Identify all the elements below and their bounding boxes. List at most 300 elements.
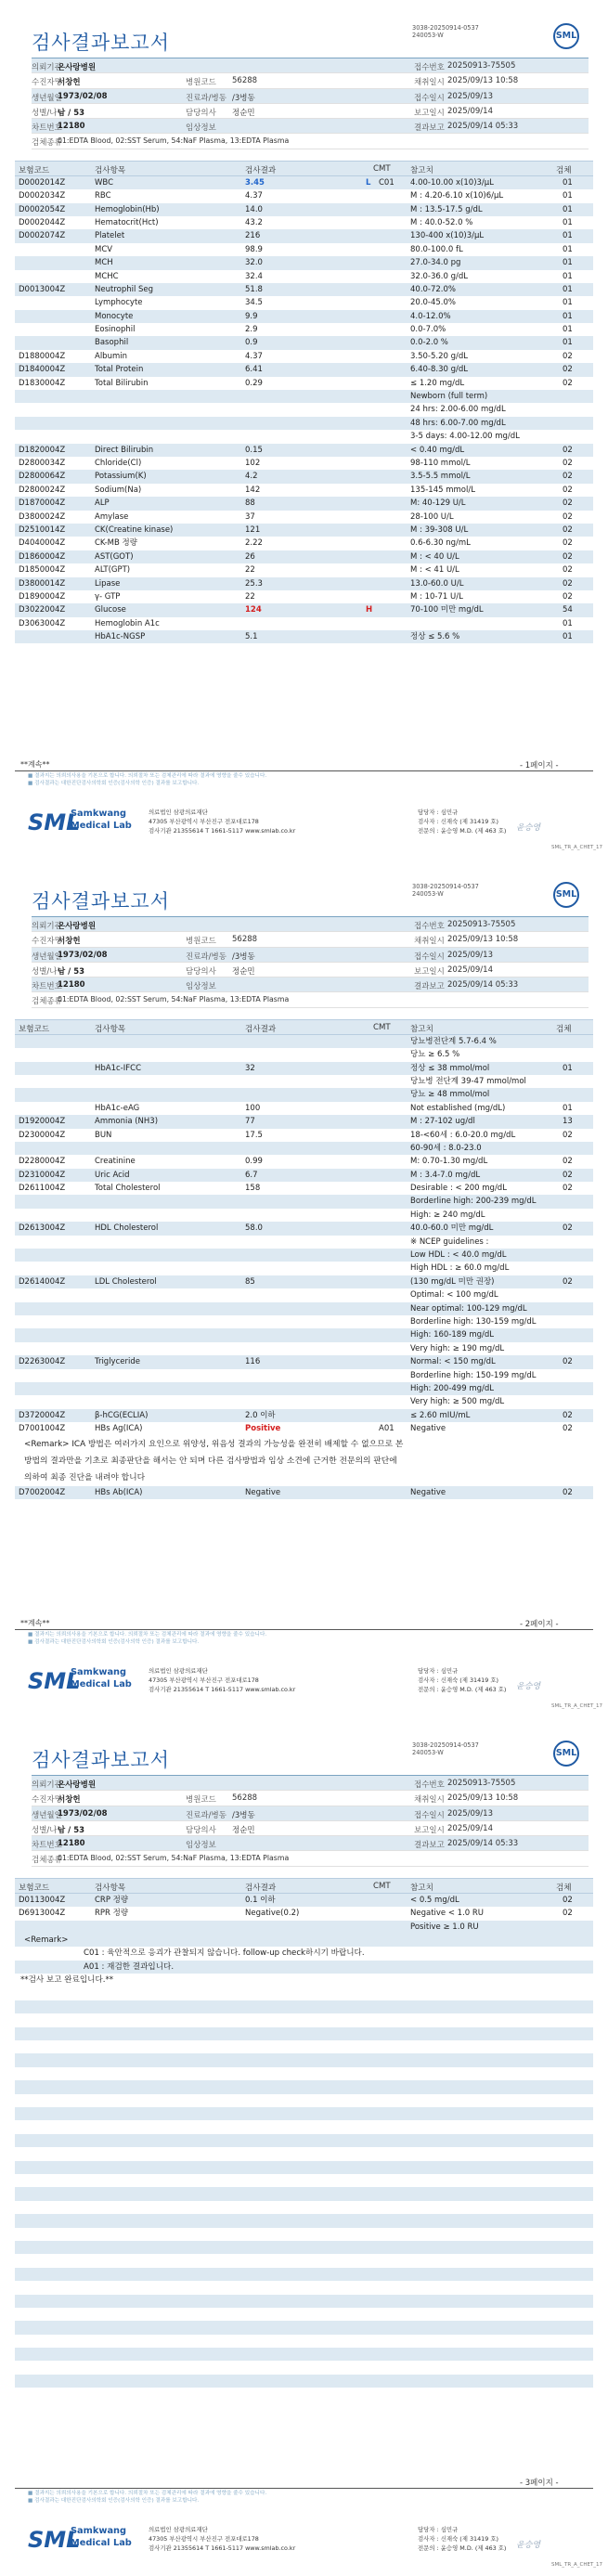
empty-row <box>15 2281 593 2294</box>
empty-row <box>15 2308 593 2321</box>
reference-range: 4.0-12.0% <box>410 311 451 321</box>
form-code: SML_TR_A_CHET_17 <box>551 1703 603 1709</box>
sex-age-value: 남 / 53 <box>58 966 85 977</box>
test-result: 0.99 <box>245 1157 263 1167</box>
reference-range: Not established (mg/dL) <box>410 1103 506 1113</box>
address-2: 47305 부산광역시 부산진구 전포대로178 <box>149 2535 259 2543</box>
remark-ica-text: <Remark> ICA 방법은 여러가지 요인으로 위양성, 위음성 결과의 가능성을 완전히 배제할 수 없으므로 본 방법의 결과만을 기초로 최종판단을 해서는 안 되며 다른 검사방법과 임상 소견에 근거한 전문의의 판단에 의하여 최종 진단을 내려야 합니다 <box>24 1439 404 1482</box>
col-reference: 참고치 <box>410 1883 433 1893</box>
empty-row <box>15 2375 593 2388</box>
insurance-code: D0013004Z <box>19 284 66 294</box>
form-code: SML_TR_A_CHET_17 <box>551 845 603 850</box>
receipt-no-label: 접수번호 <box>414 63 445 72</box>
test-item: Glucose <box>95 605 126 615</box>
test-result: 26 <box>245 551 255 562</box>
empty-row <box>15 2254 593 2267</box>
test-item: MCHC <box>95 271 119 281</box>
sml-logo-icon: SML <box>553 882 579 908</box>
test-result: 17.5 <box>245 1130 263 1140</box>
table-row <box>15 484 593 497</box>
birth-value: 1973/02/08 <box>58 950 108 960</box>
specimen-code: 02 <box>563 1130 573 1140</box>
table-row <box>15 563 593 576</box>
department-value: /3병동 <box>232 1810 255 1820</box>
table-row <box>15 363 593 376</box>
test-item: Triglyceride <box>95 1357 140 1367</box>
collection-date-label: 채취일시 <box>414 78 445 88</box>
footer-divider <box>15 1629 593 1630</box>
test-item: Neutrophil Seg <box>95 284 154 294</box>
insurance-code: D2611004Z <box>19 1184 66 1194</box>
empty-row <box>15 2013 593 2026</box>
sex-age-label: 성별/나이 <box>32 108 65 118</box>
remark-c01: C01 : 육안적으로 응괴가 관찰되지 않습니다. follow-up check하시기 바랍니다. <box>84 1948 365 1959</box>
test-item: Creatinine <box>95 1157 136 1167</box>
chart-no-value: 12180 <box>58 980 85 990</box>
test-result: 98.9 <box>245 244 263 254</box>
specimen-code: 02 <box>563 1157 573 1167</box>
test-item: HbA1c-NGSP <box>95 632 146 642</box>
empty-row <box>15 1987 593 2000</box>
table-row <box>15 577 593 590</box>
test-item: RPR 정량 <box>95 1909 129 1919</box>
specimen-code: 02 <box>563 1357 573 1367</box>
test-result: 124 <box>245 605 262 615</box>
reference-range: M : 4.20-6.10 x(10)6/μL <box>410 191 504 201</box>
insurance-code: D2613004Z <box>19 1223 66 1234</box>
result-flag: L <box>366 177 371 188</box>
specimen-code: 01 <box>563 177 573 188</box>
reference-range: 27.0-34.0 pg <box>410 258 461 268</box>
insurance-code: D1880004Z <box>19 351 66 361</box>
table-row <box>15 1035 593 1048</box>
specimen-value: 01:EDTA Blood, 02:SST Serum, 54:NaF Plasma, 13:EDTA Plasma <box>58 136 290 146</box>
test-result: 6.41 <box>245 365 263 375</box>
reference-range: 60-90세 : 8.0-23.0 <box>410 1143 482 1153</box>
insurance-code: D1830004Z <box>19 378 66 388</box>
clinical-info-label: 임상정보 <box>186 123 216 134</box>
insurance-code: D2310004Z <box>19 1170 66 1180</box>
clinical-info-label: 임상정보 <box>186 1841 216 1851</box>
insurance-code: D2614004Z <box>19 1276 66 1287</box>
test-result: Positive <box>245 1424 281 1434</box>
specimen-code: 02 <box>563 511 573 522</box>
report-date-value: 2025/09/14 <box>447 1823 493 1833</box>
test-result: 25.3 <box>245 578 263 589</box>
receipt-date-label: 접수일시 <box>414 951 445 962</box>
col-item: 검사항목 <box>95 1883 126 1893</box>
page-number: - 2페이지 - <box>520 1620 559 1629</box>
table-row <box>15 323 593 336</box>
address-1: 의료법인 삼광의료재단 <box>149 1667 208 1675</box>
table-row <box>15 1422 593 1435</box>
test-item: Lymphocyte <box>95 298 143 308</box>
table-row <box>15 511 593 524</box>
test-result: 2.0 이하 <box>245 1410 276 1420</box>
reference-range: M : 39-308 U/L <box>410 524 469 535</box>
col-reference: 참고치 <box>410 165 433 175</box>
reference-range: M : 3.4-7.0 mg/dL <box>410 1170 481 1180</box>
collection-date-label: 채취일시 <box>414 937 445 947</box>
reference-range: M : < 41 U/L <box>410 565 459 576</box>
test-result: Negative(0.2) <box>245 1909 300 1919</box>
reference-range: 24 hrs: 2.00-6.00 mg/dL <box>410 405 506 415</box>
reference-range: 0.0-7.0% <box>410 325 446 335</box>
test-result: 2.9 <box>245 325 258 335</box>
report-date-label: 보고일시 <box>414 1825 445 1835</box>
request-id-line-2: 240053-W <box>412 890 444 898</box>
test-result: 32 <box>245 1063 255 1073</box>
footer-disclaimer <box>28 2490 266 2505</box>
table-row <box>15 1182 593 1195</box>
test-item: Albumin <box>95 351 127 361</box>
patient-name-label: 수진자명 <box>32 78 62 88</box>
table-row <box>15 1275 593 1288</box>
test-result: 32.4 <box>245 271 263 281</box>
table-row <box>15 630 593 643</box>
empty-table-rows <box>0 1987 608 2401</box>
receipt-date-value: 2025/09/13 <box>447 950 493 960</box>
logo-name-2: Medical Lab <box>71 1679 132 1689</box>
doctor-value: 정순민 <box>232 1825 255 1835</box>
test-item: Hemoglobin A1c <box>95 618 160 628</box>
remark-a01-row <box>15 1961 593 1974</box>
institution-label: 의뢰기관 <box>32 922 62 931</box>
lab-address <box>149 2525 295 2553</box>
test-result: 0.1 이하 <box>245 1895 276 1905</box>
table-row <box>15 310 593 323</box>
table-row <box>15 1486 593 1499</box>
test-item: AST(GOT) <box>95 551 134 562</box>
reference-range: M : 13.5-17.5 g/dL <box>410 204 483 214</box>
test-item: HDL Cholesterol <box>95 1223 159 1234</box>
receipt-date-label: 접수일시 <box>414 93 445 103</box>
insurance-code: D0113004Z <box>19 1895 66 1905</box>
sex-age-value: 남 / 53 <box>58 1825 85 1835</box>
receipt-no-label: 접수번호 <box>414 922 445 931</box>
test-item: Total Cholesterol <box>95 1184 161 1194</box>
reference-range: 3.50-5.20 g/dL <box>410 351 469 361</box>
table-row <box>15 590 593 603</box>
test-result: 0.15 <box>245 445 263 455</box>
table-row <box>15 470 593 483</box>
specimen-code: 02 <box>563 1276 573 1287</box>
specimen-code: 02 <box>563 1487 573 1497</box>
samkwang-logo <box>28 808 135 835</box>
specimen-code: 02 <box>563 524 573 535</box>
empty-row <box>15 2321 593 2334</box>
test-result: 121 <box>245 524 261 535</box>
signatory-2: 검사자 : 신재숙 (제 31419 호) <box>418 818 499 825</box>
specimen-code: 01 <box>563 244 573 254</box>
col-cmt: CMT <box>373 163 391 174</box>
footer-divider <box>15 2488 593 2489</box>
col-code: 보험코드 <box>19 1024 50 1034</box>
table-row <box>15 417 593 430</box>
signatory-3: 전문의 : 윤승영 M.D. (제 463 호) <box>418 1686 507 1693</box>
test-result: 100 <box>245 1103 261 1113</box>
disclaimer-2: ■ 검사결과는 대한진단검사의학회 인증(검사의학 인증) 결과를 보고합니다. <box>28 2498 200 2504</box>
specimen-code: 01 <box>563 284 573 294</box>
specimen-code: 02 <box>563 538 573 549</box>
reference-range: Low HDL : < 40.0 mg/dL <box>410 1250 507 1261</box>
disclaimer-2: ■ 검사결과는 대한진단검사의학회 인증(검사의학 인증) 결과를 보고합니다. <box>28 1639 200 1645</box>
empty-row <box>15 2361 593 2374</box>
signatory-3: 전문의 : 윤승영 M.D. (제 463 호) <box>418 2544 507 2552</box>
doctor-label: 담당의사 <box>186 108 216 118</box>
birth-label: 생년월일 <box>32 1810 62 1820</box>
test-result: 2.22 <box>245 538 263 549</box>
doctor-signature: 윤승영 <box>516 2541 541 2550</box>
insurance-code: D2280004Z <box>19 1157 66 1167</box>
remark-c01-row <box>15 1947 593 1960</box>
department-label: 진료과/병동 <box>186 1810 226 1820</box>
address-3: 검사기관 21355614 T 1661-5117 www.smlab.co.kr <box>149 827 296 835</box>
table-row <box>15 1222 593 1235</box>
reference-range: Borderline high: 200-239 mg/dL <box>410 1197 537 1207</box>
specimen-code: 01 <box>563 632 573 642</box>
result-report-value: 2025/09/14 05:33 <box>447 980 519 990</box>
table-row <box>15 1155 593 1168</box>
test-result: 0.29 <box>245 378 263 388</box>
remark-a01: A01 : 재검한 결과입니다. <box>84 1961 175 1972</box>
page-header <box>0 0 608 56</box>
insurance-code: D0002044Z <box>19 217 66 227</box>
test-result: 5.1 <box>245 632 258 642</box>
patient-info-table <box>32 1775 589 1867</box>
test-result: 6.7 <box>245 1170 258 1180</box>
receipt-date-label: 접수일시 <box>414 1810 445 1820</box>
specimen-code: 02 <box>563 1424 573 1434</box>
test-result: 102 <box>245 458 261 468</box>
disclaimer-1: ■ 결과지는 의뢰의사용을 기본으로 합니다. 의뢰절차 또는 검체관리에 따라 결과에 영향을 줄수 있습니다. <box>28 2491 267 2496</box>
table-row <box>15 296 593 309</box>
specimen-code: 02 <box>563 498 573 509</box>
table-row <box>15 1129 593 1142</box>
department-value: /3병동 <box>232 93 255 103</box>
logo-name-1: Samkwang <box>71 1667 127 1677</box>
reference-range: 정상 ≤ 5.6 % <box>410 632 460 642</box>
report-date-value: 2025/09/14 <box>447 106 493 116</box>
reference-range: 98-110 mmol/L <box>410 458 471 468</box>
test-item: RBC <box>95 191 111 201</box>
sex-age-label: 성별/나이 <box>32 966 65 977</box>
col-specimen: 검체 <box>556 1883 572 1893</box>
insurance-code: D1840004Z <box>19 365 66 375</box>
empty-row <box>15 2080 593 2093</box>
reference-range: 80.0-100.0 fL <box>410 244 463 254</box>
test-item: Uric Acid <box>95 1170 130 1180</box>
results-table-body <box>0 1035 608 1436</box>
test-item: Potassium(K) <box>95 472 147 482</box>
insurance-code: D0002054Z <box>19 204 66 214</box>
chart-no-label: 차트번호 <box>32 123 62 134</box>
request-id <box>412 1741 479 1756</box>
col-reference: 참고치 <box>410 1024 433 1034</box>
specimen-label: 검체종류 <box>32 1856 62 1866</box>
test-result: 37 <box>245 511 255 522</box>
footer-disclaimer <box>28 1631 266 1646</box>
reference-range: 70-100 미만 mg/dL <box>410 605 484 615</box>
insurance-code: D0002014Z <box>19 177 66 188</box>
chart-no-value: 12180 <box>58 1839 85 1849</box>
reference-range: 13.0-60.0 U/L <box>410 578 464 589</box>
table-row <box>15 1262 593 1275</box>
reference-range: Optimal: < 100 mg/dL <box>410 1290 498 1301</box>
hospital-code-value: 56288 <box>232 1793 258 1804</box>
lab-address <box>149 1666 295 1694</box>
empty-row <box>15 2214 593 2227</box>
address-1: 의료법인 삼광의료재단 <box>149 2526 208 2533</box>
test-result: 3.45 <box>245 177 265 188</box>
doctor-signature: 윤승영 <box>516 1682 541 1691</box>
empty-row <box>15 2000 593 2013</box>
specimen-code: 02 <box>563 365 573 375</box>
receipt-date-value: 2025/09/13 <box>447 1808 493 1819</box>
test-item: Sodium(Na) <box>95 485 142 495</box>
samkwang-logo <box>28 1666 135 1694</box>
empty-row <box>15 2348 593 2361</box>
empty-row <box>15 2161 593 2174</box>
reference-range: Negative <box>410 1487 446 1497</box>
reference-range: 당뇨 ≥ 6.5 % <box>410 1050 460 1060</box>
results-table-body-2 <box>0 1486 608 1499</box>
specimen-code: 01 <box>563 204 573 214</box>
insurance-code: D3063004Z <box>19 618 66 628</box>
test-item: WBC <box>95 177 114 188</box>
col-code: 보험코드 <box>19 1883 50 1893</box>
request-id-line-1: 3038-20250914-0537 <box>412 1741 479 1749</box>
insurance-code: D3800014Z <box>19 578 66 589</box>
chart-no-label: 차트번호 <box>32 1841 62 1851</box>
logo-mark-icon: SML <box>28 809 81 835</box>
report-title: 검사결과보고서 <box>32 32 171 54</box>
test-result: 85 <box>245 1276 255 1287</box>
footer-divider <box>15 770 593 771</box>
table-row <box>15 336 593 349</box>
reference-range: 3.5-5.5 mmol/L <box>410 472 471 482</box>
reference-range: 당뇨병전단계 5.7-6.4 % <box>410 1036 497 1046</box>
table-row <box>15 216 593 229</box>
test-item: ALT(GPT) <box>95 565 131 576</box>
empty-row <box>15 2147 593 2160</box>
footer-disclaimer <box>28 772 266 787</box>
birth-label: 생년월일 <box>32 951 62 962</box>
table-row <box>15 403 593 416</box>
col-code: 보험코드 <box>19 165 50 175</box>
test-item: Hematocrit(Hct) <box>95 217 159 227</box>
test-item: Direct Bilirubin <box>95 445 154 455</box>
page-number: - 1페이지 - <box>520 761 559 770</box>
disclaimer-1: ■ 결과지는 의뢰의사용을 기본으로 합니다. 의뢰절차 또는 검체관리에 따라 결과에 영향을 줄수 있습니다. <box>28 773 267 779</box>
specimen-code: 01 <box>563 271 573 281</box>
institution-label: 의뢰기관 <box>32 63 62 72</box>
remark-title: <Remark> <box>24 1935 69 1945</box>
specimen-label: 검체종류 <box>32 997 62 1007</box>
insurance-code: D7002004Z <box>19 1487 66 1497</box>
address-1: 의료법인 삼광의료재단 <box>149 809 208 816</box>
sex-age-value: 남 / 53 <box>58 108 85 118</box>
patient-name-value: 서창헌 <box>58 937 81 947</box>
specimen-code: 02 <box>563 578 573 589</box>
insurance-code: D7001004Z <box>19 1424 66 1434</box>
specimen-code: 02 <box>563 472 573 482</box>
receipt-no-value: 20250913-75505 <box>447 1779 516 1788</box>
reference-range: 18-<60세 : 6.0-20.0 mg/dL <box>410 1130 516 1140</box>
empty-row <box>15 2053 593 2066</box>
specimen-code: 01 <box>563 231 573 241</box>
reference-range: 0.6-6.30 ng/mL <box>410 538 471 549</box>
test-result: 51.8 <box>245 284 263 294</box>
empty-row <box>15 2094 593 2107</box>
insurance-code: D0002034Z <box>19 191 66 201</box>
specimen-code: 02 <box>563 1184 573 1194</box>
reference-range: 당뇨 ≥ 48 mmol/mol <box>410 1090 490 1100</box>
results-table-header <box>15 161 593 176</box>
specimen-code: 02 <box>563 351 573 361</box>
test-result: 34.5 <box>245 298 263 308</box>
results-table-body <box>0 1894 608 1934</box>
reference-range: 135-145 mmol/L <box>410 485 475 495</box>
comment-code: C01 <box>379 177 395 188</box>
test-result: Negative <box>245 1487 281 1497</box>
test-result: 216 <box>245 231 261 241</box>
specimen-code: 02 <box>563 378 573 388</box>
insurance-code: D4040004Z <box>19 538 66 549</box>
insurance-code: D1870004Z <box>19 498 66 509</box>
table-row <box>15 229 593 242</box>
empty-row <box>15 2388 593 2401</box>
receipt-no-value: 20250913-75505 <box>447 61 516 71</box>
signatory-1: 담당자 : 심민규 <box>418 809 459 816</box>
test-result: 77 <box>245 1117 255 1127</box>
table-row <box>15 1921 593 1934</box>
test-item: Total Bilirubin <box>95 378 149 388</box>
sex-age-label: 성별/나이 <box>32 1825 65 1835</box>
patient-info-table <box>32 916 589 1008</box>
collection-date-value: 2025/09/13 10:58 <box>447 1793 519 1804</box>
test-result: 158 <box>245 1184 261 1194</box>
table-row <box>15 243 593 256</box>
empty-row <box>15 2067 593 2080</box>
specimen-code: 02 <box>563 1895 573 1905</box>
report-title: 검사결과보고서 <box>32 890 171 913</box>
insurance-code: D2800034Z <box>19 458 66 468</box>
lab-address <box>149 808 295 835</box>
table-row <box>15 1288 593 1301</box>
reference-range: 20.0-45.0% <box>410 298 456 308</box>
results-table-header <box>15 1878 593 1894</box>
report-end-note: **검사 보고 완료입니다.** <box>20 1975 114 1986</box>
address-3: 검사기관 21355614 T 1661-5117 www.smlab.co.kr <box>149 1686 296 1693</box>
reference-range: < 0.40 mg/dL <box>410 445 465 455</box>
empty-row <box>15 2187 593 2200</box>
table-row <box>15 1355 593 1368</box>
collection-date-value: 2025/09/13 10:58 <box>447 76 519 86</box>
signatory-3: 전문의 : 윤승영 M.D. (제 463 호) <box>418 827 507 835</box>
test-item: HbA1c-eAG <box>95 1103 140 1113</box>
results-table-body <box>0 176 608 644</box>
reference-range: Negative <box>410 1424 446 1434</box>
empty-row <box>15 2040 593 2053</box>
specimen-code: 02 <box>563 458 573 468</box>
insurance-code: D2510014Z <box>19 524 66 535</box>
table-row <box>15 1409 593 1422</box>
table-row <box>15 1048 593 1061</box>
specimen-code: 02 <box>563 565 573 576</box>
insurance-code: D2800064Z <box>19 472 66 482</box>
reference-range: M: 40-129 U/L <box>410 498 466 509</box>
